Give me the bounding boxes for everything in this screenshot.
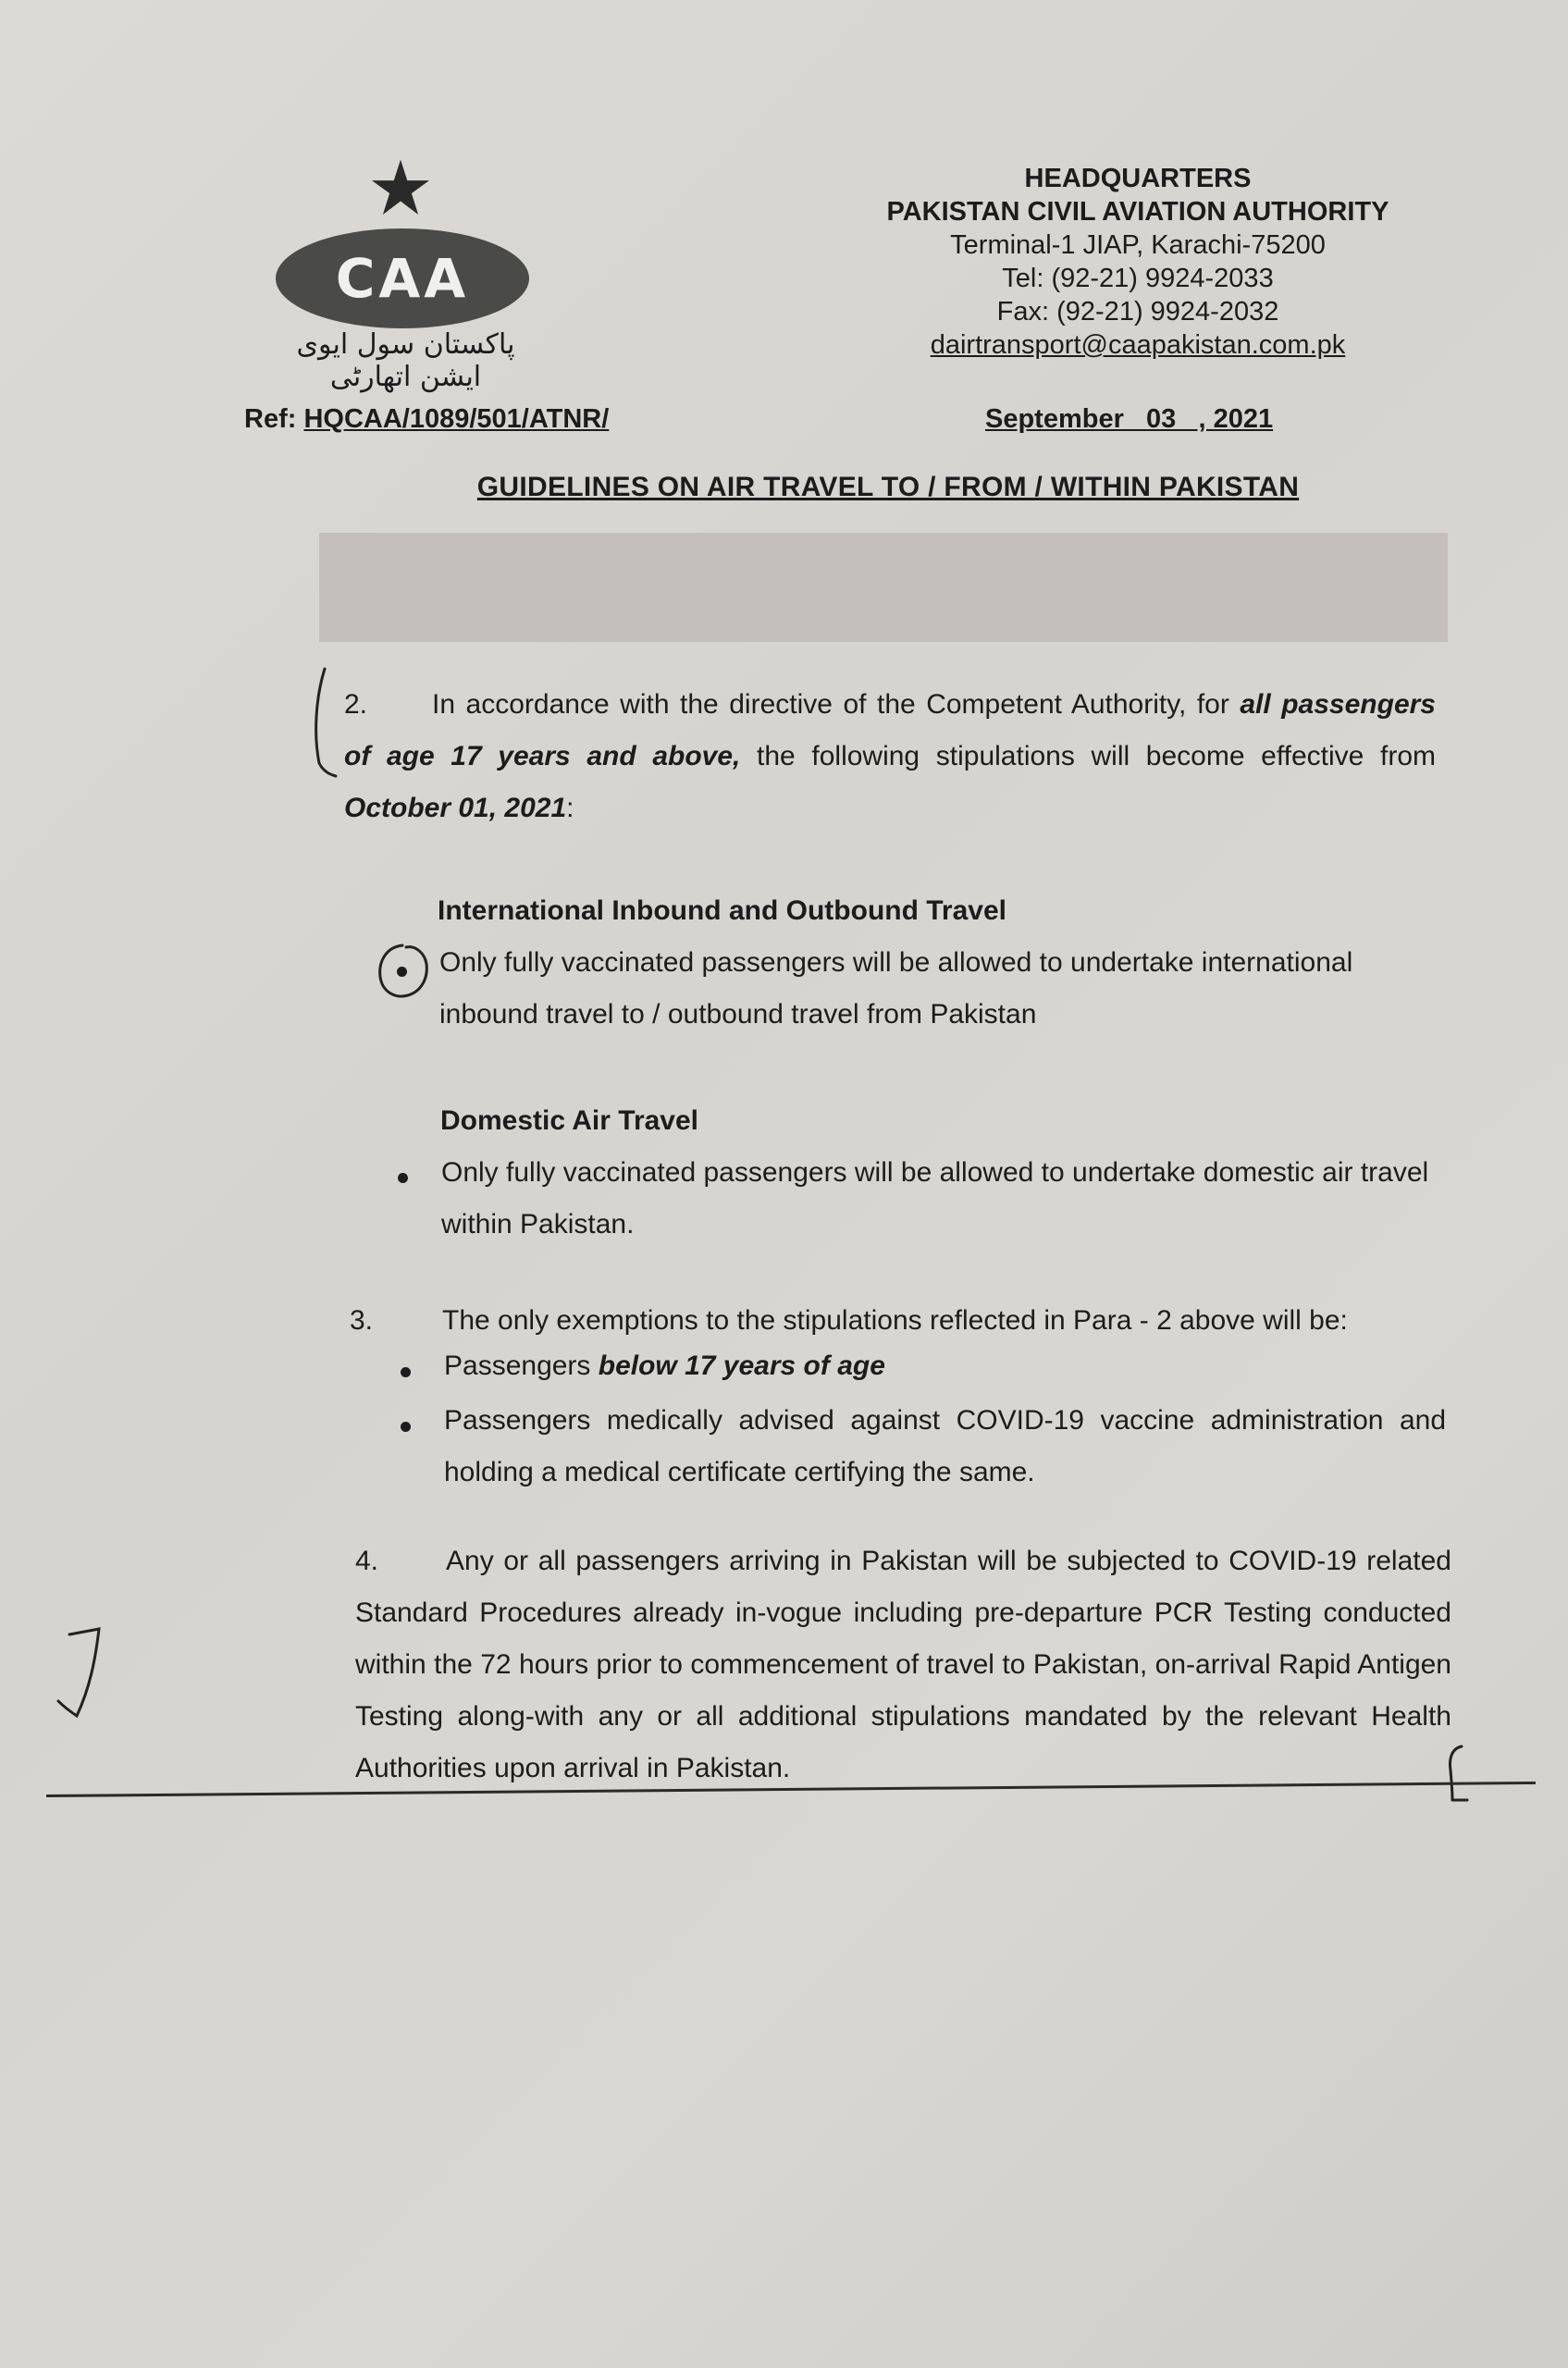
para-text: : bbox=[566, 793, 574, 823]
document-date: September 03 , 2021 bbox=[985, 404, 1274, 434]
para-number: 2. bbox=[344, 689, 368, 720]
para-emphasis: below 17 years of age bbox=[598, 1350, 885, 1381]
paragraph-4 bbox=[355, 1536, 1451, 1794]
star-icon bbox=[370, 157, 431, 218]
para-text: The only exemptions to the stipulations reflected in Para - 2 above will be: bbox=[442, 1305, 1348, 1336]
bullet-icon bbox=[401, 1367, 411, 1377]
caa-logo bbox=[274, 227, 531, 330]
exemption-2: Passengers medically advised against COVID-19 vaccine administration and holding a medical certificate certifying the same. bbox=[444, 1405, 1446, 1487]
bullet-icon bbox=[398, 1173, 408, 1183]
hq-line: HEADQUARTERS bbox=[1024, 164, 1252, 193]
para-text: Any or all passengers arriving in Pakistan will be subjected to COVID-19 related Standard Procedures already in-vogue including pre-departure PCR Testing conducted within the 72 hours prior to commencement of travel to Pakistan, on-arrival Rapid Antigen Testing along-with any or all additional stipulations mandated by the relevant Health Authorities upon arrival in Pakistan. bbox=[355, 1546, 1451, 1783]
para-text: the following stipulations will become effective from bbox=[740, 741, 1436, 771]
email-link[interactable]: dairtransport@caapakistan.com.pk bbox=[930, 330, 1346, 360]
fax-line: Fax: (92-21) 9924-2032 bbox=[996, 297, 1279, 327]
para-emphasis: all passengers of age 17 years and above, bbox=[344, 689, 1436, 771]
intl-bullet-text: Only fully vaccinated passengers will be allowed to undertake international inbound travel to / outbound travel from Pakistan bbox=[439, 947, 1353, 1030]
document-title: GUIDELINES ON AIR TRAVEL TO / FROM / WITHIN PAKISTAN bbox=[476, 472, 1300, 502]
paragraph-3 bbox=[350, 1295, 1451, 1347]
authority-name: PAKISTAN CIVIL AVIATION AUTHORITY bbox=[886, 197, 1389, 227]
logo-letters: CAA bbox=[335, 247, 470, 310]
para-number: 4. bbox=[355, 1546, 379, 1576]
para-text: Passengers bbox=[444, 1350, 599, 1381]
para-text: In accordance with the directive of the Competent Authority, for bbox=[432, 689, 1241, 720]
exemption-1 bbox=[444, 1340, 1443, 1392]
logo-urdu-text: پاکستان سول ایوی ایشن اتھارٹی bbox=[296, 328, 515, 393]
section-heading-international: International Inbound and Outbound Travel bbox=[438, 895, 1006, 926]
bullet-icon bbox=[401, 1422, 411, 1432]
address-line: Terminal-1 JIAP, Karachi-75200 bbox=[950, 230, 1326, 260]
handwritten-bracket bbox=[310, 661, 347, 782]
ref-label: Ref: bbox=[244, 404, 297, 434]
domestic-bullet-text: Only fully vaccinated passengers will be allowed to undertake domestic air travel within Pakistan. bbox=[441, 1157, 1429, 1240]
reference bbox=[244, 404, 609, 435]
tel-line: Tel: (92-21) 9924-2033 bbox=[1002, 264, 1274, 293]
redacted-block bbox=[319, 533, 1448, 642]
handwritten-bracket-end bbox=[1439, 1739, 1476, 1804]
handwritten-mark bbox=[51, 1623, 116, 1725]
ref-value: HQCAA/1089/501/ATNR/ bbox=[303, 404, 610, 434]
header-address bbox=[842, 162, 1434, 362]
section-heading-domestic: Domestic Air Travel bbox=[440, 1105, 699, 1136]
bullet-icon bbox=[397, 967, 407, 977]
para-emphasis: October 01, 2021 bbox=[344, 793, 567, 823]
paragraph-2 bbox=[344, 679, 1436, 834]
para-number: 3. bbox=[350, 1305, 374, 1336]
